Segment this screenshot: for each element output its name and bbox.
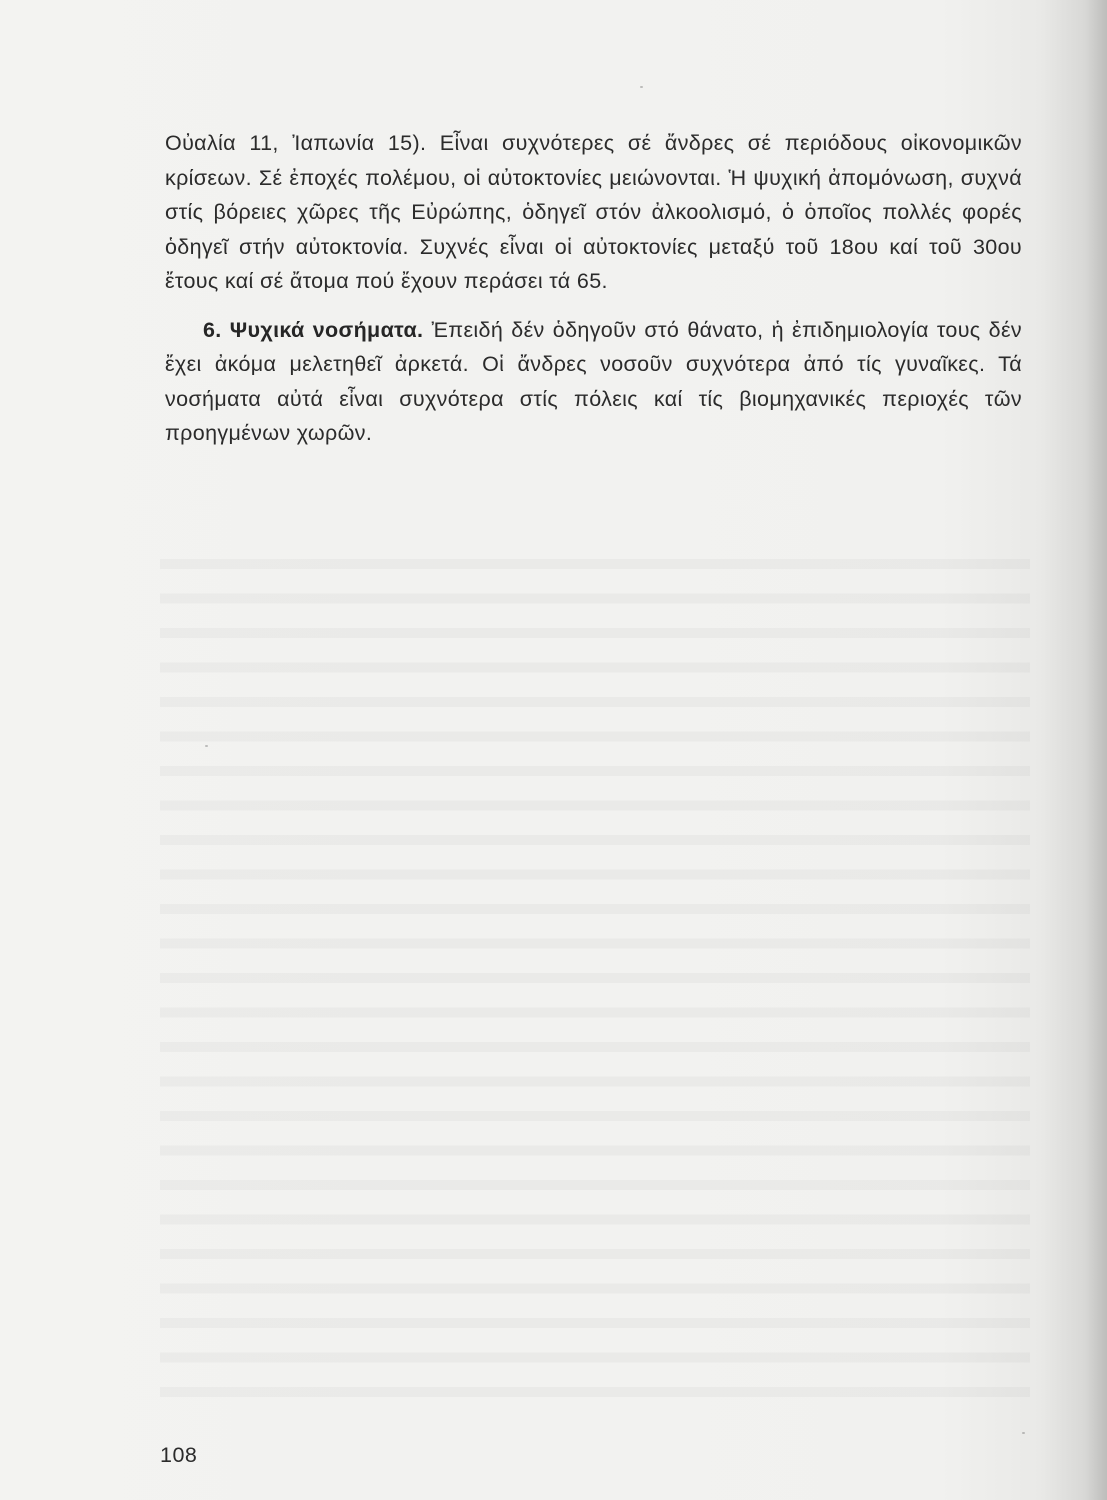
show-through-text bbox=[160, 545, 1030, 1405]
page-number: 108 bbox=[160, 1443, 198, 1467]
paragraph-1: Οὐαλία 11, Ἰαπωνία 15). Εἶναι συχνότερες σέ ἄνδρες σέ περιόδους οἰκονομικῶν κρίσεων. Σέ ἐποχές πολέμου, οἱ αὐτοκτονίες μειώνονται. Ἡ ψυχική ἀπομόνωση, συχνά στίς βόρειες χῶρες τῆς Εὐρώπης, ὁδηγεῖ στόν ἀλκοολισμό, ὁ ὁποῖος πολλές φορές ὁδηγεῖ στήν αὐτοκτονία. Συχνές εἶναι οἱ αὐτοκτονίες μεταξύ τοῦ 18ου καί τοῦ 30ου ἔτους καί σέ ἄτομα πού ἔχουν περάσει τά 65. bbox=[165, 131, 1022, 293]
paragraph-2-body: Ἐπειδή δέν ὁδηγοῦν στό θάνατο, ἡ ἐπιδημιολογία τους δέν ἔχει ἀκόμα μελετηθεῖ ἀρκετά. Οἱ ἄνδρες νοσοῦν συχνότερα ἀπό τίς γυναῖκες. Τά νοσήματα αὐτά εἶναι συχνότερα στίς πόλεις καί τίς βιομηχανικές περιοχές τῶν προηγμένων χωρῶν. bbox=[165, 317, 1022, 445]
dust-speck bbox=[640, 86, 643, 88]
dust-speck bbox=[205, 745, 208, 747]
paragraph-2 bbox=[165, 313, 1022, 451]
section-heading: 6. Ψυχικά νοσήματα. bbox=[203, 317, 424, 342]
dust-speck bbox=[1022, 1432, 1025, 1434]
text-body bbox=[165, 126, 1022, 451]
